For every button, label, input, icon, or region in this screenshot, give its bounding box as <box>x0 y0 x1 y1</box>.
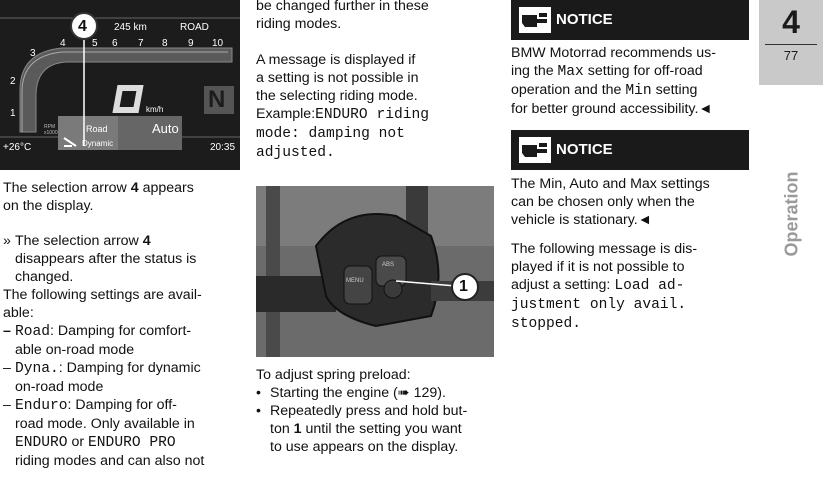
damping-sub-label: Dynamic <box>82 139 114 148</box>
column-2-top <box>256 0 501 162</box>
result-marker: » <box>3 233 11 249</box>
notice-label-2: NOTICE <box>556 141 613 158</box>
tacho-scale-6: 6 <box>112 38 118 49</box>
list-item-dyna: – Dyna.: Damping for dynamic on-road mode <box>3 360 201 395</box>
list-item-enduro: – Enduro: Damping for off- road mode. Only available in ENDURO or ENDURO PRO riding modes and can also not <box>3 397 205 469</box>
list-item-road: – Road: Damping for comfort- able on-road mode <box>3 323 192 358</box>
notice-banner-1 <box>511 0 749 40</box>
gear-indicator: N <box>208 86 226 113</box>
chapter-number: 4 <box>782 4 800 40</box>
tacho-scale-4: 4 <box>60 38 66 49</box>
handlebar-photo <box>256 186 494 357</box>
handlebar-graphic <box>256 186 494 357</box>
settings-intro: The following settings are avail- able: <box>3 287 202 321</box>
tacho-scale-5: 5 <box>92 38 98 49</box>
spring-preload-title: To adjust spring preload: <box>256 367 411 383</box>
tacho-scale-7: 7 <box>138 38 144 49</box>
temperature: +26°C <box>3 142 32 153</box>
speed-readout <box>114 84 131 114</box>
tab-divider <box>765 44 817 45</box>
step-start-engine: • Starting the engine (➠ 129). <box>256 385 446 401</box>
page-reference-icon: ➠ <box>397 385 410 401</box>
result-item: » The selection arrow 4 disappears after the status is changed. <box>3 233 197 285</box>
abs-button-label: ABS <box>382 262 395 268</box>
damping-label: Road <box>86 124 108 134</box>
photo-callout-number: 1 <box>459 278 468 295</box>
pointing-hand-icon <box>519 137 551 163</box>
step-press-button: • Repeatedly press and hold but- ton 1 until the setting you want to use appears on the display. <box>256 403 468 455</box>
column-1 <box>3 179 248 470</box>
dashboard-callout-number: 4 <box>78 18 87 35</box>
continuation-text: be changed further in these riding modes. <box>256 0 429 32</box>
tacho-scale-10: 10 <box>212 38 224 49</box>
speed-unit: km/h <box>146 105 164 114</box>
adjust-message-paragraph: The following message is dis- played if it is not possible to adjust a setting: Load ad- justment only avail. stopped. <box>511 241 698 332</box>
notice-banner-2 <box>511 130 749 170</box>
notice-label-1: NOTICE <box>556 11 613 28</box>
tacho-scale-9: 9 <box>188 38 194 49</box>
column-2-bottom <box>256 366 501 456</box>
chapter-tab <box>759 0 823 85</box>
section-title: Operation <box>781 171 802 257</box>
notice-1-text: BMW Motorrad recommends us- ing the Max setting for off-road operation and the Min setting for better ground accessibility.◄ <box>511 45 716 117</box>
dashboard-mode: ROAD <box>180 22 209 33</box>
damping-value: Auto <box>152 121 179 136</box>
tacho-scale-2: 2 <box>10 76 16 87</box>
dashboard-image <box>0 0 240 170</box>
tacho-scale-1: 1 <box>10 108 16 119</box>
selection-arrow-paragraph: The selection arrow 4 appears on the display. <box>3 180 194 214</box>
rpm-label: RPM x1000 <box>44 124 58 136</box>
message-paragraph: A message is displayed if a setting is not possible in the selecting riding mode. Example:ENDURO riding mode: damping not adjusted. <box>256 52 429 161</box>
tacho-scale-8: 8 <box>162 38 168 49</box>
menu-button-label: MENU <box>346 278 364 284</box>
clock: 20:35 <box>210 142 236 153</box>
notice-2-text: The Min, Auto and Max settings can be chosen only when the vehicle is stationary.◄ <box>511 176 710 228</box>
dashboard-range: 245 km <box>114 22 147 33</box>
pointing-hand-icon <box>519 7 551 33</box>
page-number: 77 <box>783 48 799 63</box>
tacho-scale-3: 3 <box>30 48 36 59</box>
